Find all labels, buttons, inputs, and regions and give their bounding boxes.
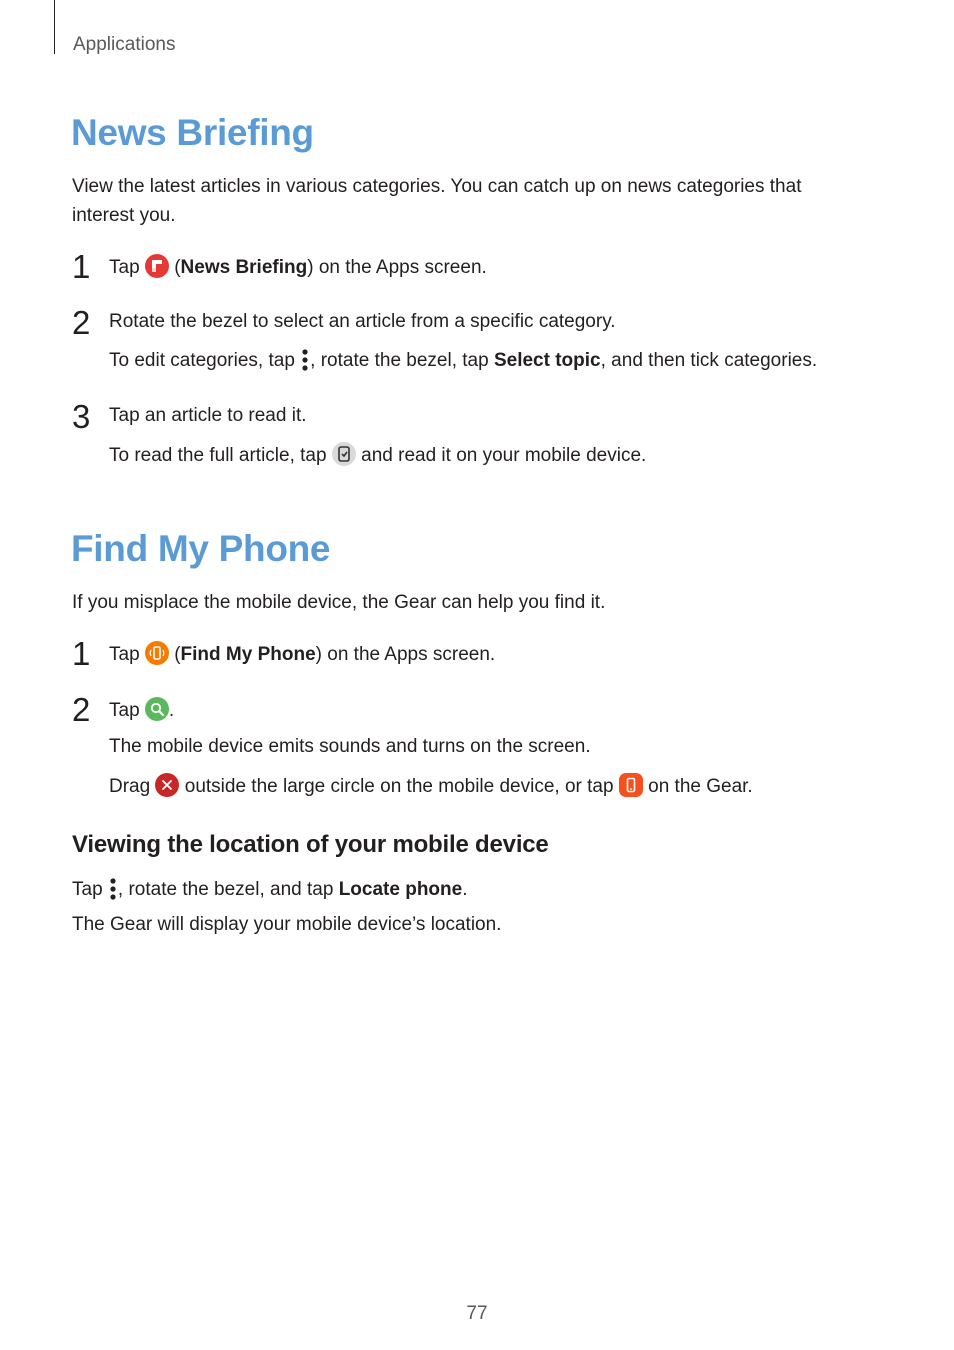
find-my-phone-title: Find My Phone bbox=[71, 528, 331, 569]
news-briefing-title: News Briefing bbox=[71, 112, 314, 153]
news-step-2: Rotate the bezel to select an article from a specific category. bbox=[109, 311, 616, 332]
locate-phone-label: Locate phone bbox=[338, 879, 463, 900]
news-step-3-number: 3 bbox=[72, 398, 91, 435]
location-line-1-post: . bbox=[462, 879, 468, 900]
vertical-dots-icon bbox=[109, 877, 117, 901]
find-step-1-post: ) on the Apps screen. bbox=[315, 644, 496, 665]
news-step-1-app: News Briefing bbox=[180, 257, 308, 278]
page-edge-line bbox=[54, 0, 55, 54]
news-step-2-sub-post: , and then tick categories. bbox=[600, 350, 818, 371]
search-icon bbox=[145, 697, 169, 721]
vertical-dots-icon bbox=[301, 348, 309, 372]
phone-stop-icon bbox=[619, 773, 643, 797]
location-line-1-mid: , rotate the bezel, and tap bbox=[117, 879, 334, 900]
flipboard-icon bbox=[145, 254, 169, 278]
news-step-2-number: 2 bbox=[72, 304, 91, 341]
find-step-1-number: 1 bbox=[72, 635, 91, 672]
news-step-3-sub bbox=[109, 442, 646, 468]
find-step-2-number: 2 bbox=[72, 691, 91, 728]
news-step-1 bbox=[109, 254, 487, 280]
find-step-1-pre: Tap bbox=[109, 644, 140, 665]
news-step-1-number: 1 bbox=[72, 248, 91, 285]
find-step-2-line3 bbox=[109, 773, 753, 799]
find-step-2-line3-pre: Drag bbox=[109, 776, 151, 797]
running-header: Applications bbox=[73, 34, 176, 55]
find-my-phone-icon bbox=[145, 641, 169, 665]
location-line-2: The Gear will display your mobile device’s location. bbox=[72, 914, 502, 935]
find-step-2-pre: Tap bbox=[109, 700, 140, 721]
news-step-3-sub-post: and read it on your mobile device. bbox=[361, 445, 647, 466]
find-step-2-line3-mid: outside the large circle on the mobile device, or tap bbox=[184, 776, 614, 797]
location-line-1 bbox=[72, 875, 468, 904]
news-step-3-sub-pre: To read the full article, tap bbox=[109, 445, 327, 466]
find-step-2-line2: The mobile device emits sounds and turns on the screen. bbox=[109, 736, 591, 757]
find-step-2 bbox=[109, 697, 174, 723]
close-icon bbox=[155, 773, 179, 797]
open-on-phone-icon bbox=[332, 442, 356, 466]
news-step-2-sub-mid: , rotate the bezel, tap bbox=[310, 350, 489, 371]
news-step-3: Tap an article to read it. bbox=[109, 405, 307, 426]
find-step-1-paren: ( bbox=[174, 644, 181, 665]
viewing-location-title: Viewing the location of your mobile device bbox=[72, 831, 549, 858]
find-step-1 bbox=[109, 641, 495, 667]
page-number: 77 bbox=[466, 1303, 488, 1324]
find-step-2-line3-post: on the Gear. bbox=[648, 776, 753, 797]
news-step-2-sub-pre: To edit categories, tap bbox=[109, 350, 295, 371]
news-step-1-paren: ( bbox=[174, 257, 181, 278]
find-my-phone-intro: If you misplace the mobile device, the Gear can help you find it. bbox=[72, 592, 606, 613]
news-step-1-post: ) on the Apps screen. bbox=[307, 257, 487, 278]
news-step-2-sub bbox=[109, 348, 817, 373]
select-topic-label: Select topic bbox=[493, 350, 601, 371]
news-briefing-intro: View the latest articles in various categories. You can catch up on news categories that interest you. bbox=[72, 176, 802, 226]
find-step-1-app: Find My Phone bbox=[180, 644, 316, 665]
find-step-2-post: . bbox=[168, 700, 175, 721]
news-step-1-pre: Tap bbox=[109, 257, 140, 278]
location-line-1-pre: Tap bbox=[72, 879, 103, 900]
